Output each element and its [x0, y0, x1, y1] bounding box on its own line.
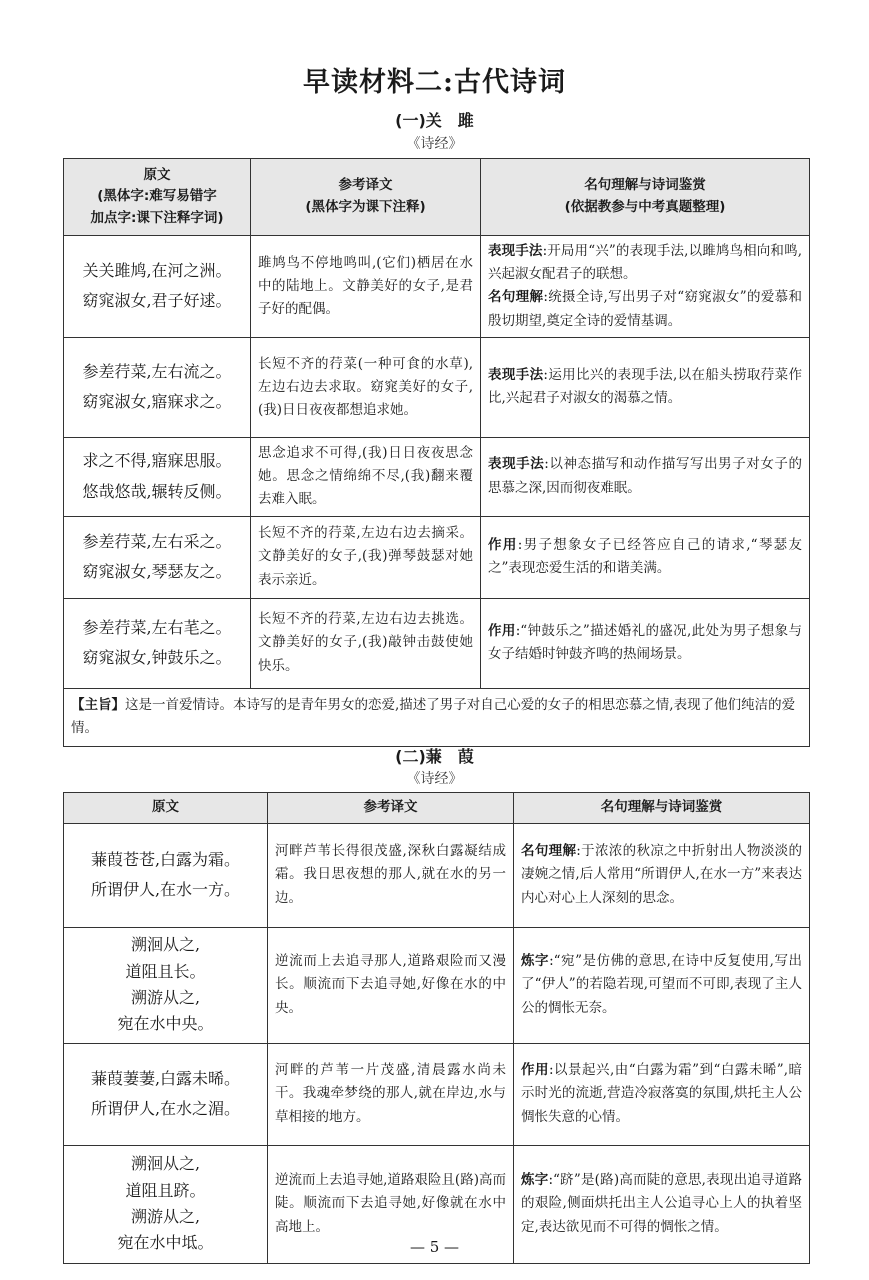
table-row [64, 516, 810, 598]
translation-text: 思念追求不可得,(我)日日夜夜思念她。思念之情绵绵不尽,(我)翻来覆去难入眠。 [251, 437, 481, 516]
translation-text: 逆流而上去追寻她,道路艰险且(路)高而陡。顺流而下去追寻她,好像就在水中高地上。 [268, 1145, 514, 1263]
appreciation-text: 表现手法:以神态描写和动作描写写出男子对女子的思慕之深,因而彻夜难眠。 [481, 437, 810, 516]
translation-text: 河畔的芦苇一片茂盛,清晨露水尚未干。我魂牵梦绕的那人,就在岸边,水与草相接的地方。 [268, 1043, 514, 1145]
translation-text: 长短不齐的荇菜,左边右边去摘采。文静美好的女子,(我)弹琴鼓瑟对她表示亲近。 [251, 516, 481, 598]
original-text: 求之不得,寤寐思服。 悠哉悠哉,辗转反侧。 [64, 437, 251, 516]
page-number: — 5 — [409, 1238, 460, 1256]
translation-text: 雎鸠鸟不停地鸣叫,(它们)栖居在水中的陆地上。文静美好的女子,是君子好的配偶。 [251, 236, 481, 338]
header-appreciation: 名句理解与诗词鉴赏 [514, 793, 810, 824]
appreciation-text: 作用:“钟鼓乐之”描述婚礼的盛况,此处为男子想象与女子结婚时钟鼓齐鸣的热闹场景。 [481, 598, 810, 688]
header-original: 原文 [64, 793, 268, 824]
table-row [64, 437, 810, 516]
section-1-heading: (一)关 雎 [395, 111, 474, 130]
header-translation: 参考译文 (黑体字为课下注释) [251, 159, 481, 236]
original-text: 蒹葭苍苍,白露为霜。 所谓伊人,在水一方。 [64, 823, 268, 927]
appreciation-text: 名句理解:于浓浓的秋凉之中折射出人物淡淡的凄婉之情,后人常用“所谓伊人,在水一方”来表达内心对心上人深刻的思念。 [514, 823, 810, 927]
appreciation-text: 表现手法:运用比兴的表现手法,以在船头捞取荇菜作比,兴起君子对淑女的渴慕之情。 [481, 337, 810, 437]
guanju-table [63, 158, 810, 747]
appreciation-text: 作用:以景起兴,由“白露为霜”到“白露未晞”,暗示时光的流逝,营造冷寂落寞的氛围,烘托主人公惆怅失意的心情。 [514, 1043, 810, 1145]
appreciation-text: 炼字:“宛”是仿佛的意思,在诗中反复使用,写出了“伊人”的若隐若现,可望而不可即,表现了主人公的惆怅无奈。 [514, 927, 810, 1043]
appreciation-text: 表现手法:开局用“兴”的表现手法,以雎鸠鸟相向和鸣,兴起淑女配君子的联想。 名句理解:统摄全诗,写出男子对“窈窕淑女”的爱慕和殷切期望,奠定全诗的爱情基调。 [481, 236, 810, 338]
table-row [64, 236, 810, 338]
summary-row [64, 688, 810, 746]
original-text: 蒹葭萋萋,白露未晞。 所谓伊人,在水之湄。 [64, 1043, 268, 1145]
table-row [64, 598, 810, 688]
theme-summary: 【主旨】这是一首爱情诗。本诗写的是青年男女的恋爱,描述了男子对自己心爱的女子的相思恋慕之情,表现了他们纯洁的爱情。 [64, 688, 810, 746]
original-text: 参差荇菜,左右芼之。 窈窕淑女,钟鼓乐之。 [64, 598, 251, 688]
translation-text: 逆流而上去追寻那人,道路艰险而又漫长。顺流而下去追寻她,好像在水的中央。 [268, 927, 514, 1043]
page-title: 早读材料二:古代诗词 [303, 67, 566, 98]
original-text: 溯洄从之, 道阻且跻。 溯游从之, 宛在水中坻。 [64, 1145, 268, 1263]
translation-text: 长短不齐的荇菜,左边右边去挑选。文静美好的女子,(我)敲钟击鼓使她快乐。 [251, 598, 481, 688]
table-row [64, 337, 810, 437]
header-original: 原文 (黑体字:难写易错字 加点字:课下注释字词) [64, 159, 251, 236]
table-row [64, 823, 810, 927]
header-translation: 参考译文 [268, 793, 514, 824]
appreciation-text: 炼字:“跻”是(路)高而陡的意思,表现出追寻道路的艰险,侧面烘托出主人公追寻心上人的执着坚定,表达欲见而不可得的惆怅之情。 [514, 1145, 810, 1263]
original-text: 关关雎鸠,在河之洲。 窈窕淑女,君子好逑。 [64, 236, 251, 338]
section-1-source: 《诗经》 [406, 136, 463, 152]
table-row [64, 1043, 810, 1145]
translation-text: 长短不齐的荇菜(一种可食的水草),左边右边去求取。窈窕美好的女子,(我)日日夜夜都想追求她。 [251, 337, 481, 437]
translation-text: 河畔芦苇长得很茂盛,深秋白露凝结成霜。我日思夜想的那人,就在水的另一边。 [268, 823, 514, 927]
original-text: 参差荇菜,左右采之。 窈窕淑女,琴瑟友之。 [64, 516, 251, 598]
section-2-heading: (二)蒹 葭 [395, 747, 474, 766]
section-2-source: 《诗经》 [406, 771, 463, 787]
jianjia-table [63, 792, 810, 1264]
table-row [64, 927, 810, 1043]
appreciation-text: 作用:男子想象女子已经答应自己的请求,“琴瑟友之”表现恋爱生活的和谐美满。 [481, 516, 810, 598]
original-text: 参差荇菜,左右流之。 窈窕淑女,寤寐求之。 [64, 337, 251, 437]
header-appreciation: 名句理解与诗词鉴赏 (依据教参与中考真题整理) [481, 159, 810, 236]
original-text: 溯洄从之, 道阻且长。 溯游从之, 宛在水中央。 [64, 927, 268, 1043]
